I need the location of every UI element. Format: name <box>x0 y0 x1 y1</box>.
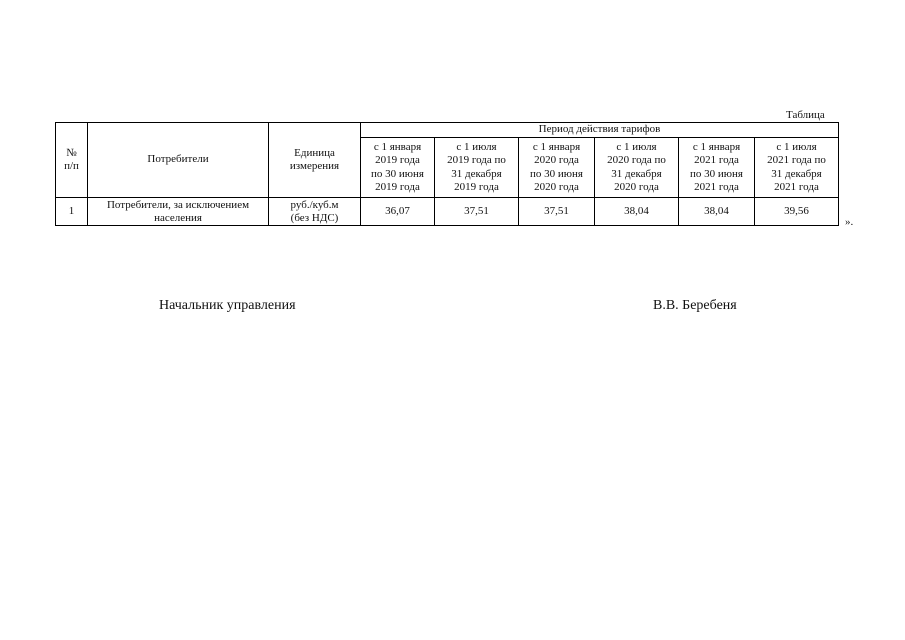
consumers-line: населения <box>154 211 202 224</box>
header-number-line: п/п <box>64 160 79 172</box>
period-line: по 30 июня <box>530 167 583 180</box>
header-period <box>435 138 519 198</box>
period-line: по 30 июня <box>690 167 743 180</box>
period-line: 2021 года <box>694 180 739 193</box>
header-period <box>595 138 679 198</box>
period-line: 2019 года <box>375 180 420 193</box>
consumers-line: Потребители, за исключением <box>106 199 250 211</box>
header-period <box>679 138 755 198</box>
period-line: 2020 года <box>614 180 659 193</box>
period-line: с 1 июля <box>456 141 497 154</box>
period-line: 2019 года <box>375 154 420 167</box>
signatory-name: В.В. Беребеня <box>653 298 737 313</box>
tariff-table <box>55 122 839 226</box>
tariff-value: 36,07 <box>361 198 435 226</box>
period-line: 2020 года <box>534 154 579 167</box>
period-line: с 1 января <box>373 141 422 154</box>
period-line: с 1 января <box>692 141 741 154</box>
unit-line: руб./куб.м <box>290 199 339 211</box>
tariff-value: 37,51 <box>435 198 519 226</box>
period-line: 2020 года по <box>607 154 666 167</box>
signatory-title: Начальник управления <box>159 298 296 313</box>
period-line: 2021 года по <box>767 154 826 167</box>
header-period-group: Период действия тарифов <box>361 123 839 138</box>
header-unit-line: Единица <box>294 146 335 159</box>
tariff-value: 38,04 <box>679 198 755 226</box>
period-line: 2019 года по <box>447 154 506 167</box>
unit-line: (без НДС) <box>290 211 339 224</box>
table-caption: Таблица <box>786 109 825 121</box>
header-number-line: № <box>66 146 77 159</box>
period-line: 31 декабря <box>611 167 662 180</box>
period-line: 2019 года <box>454 180 499 193</box>
closing-quote-mark: ». <box>845 216 854 228</box>
period-line: с 1 июля <box>616 141 657 154</box>
header-period <box>755 138 839 198</box>
tariff-value: 37,51 <box>519 198 595 226</box>
header-number <box>56 123 88 198</box>
period-line: по 30 июня <box>371 167 424 180</box>
table-row <box>56 198 839 226</box>
header-unit <box>269 123 361 198</box>
row-consumers <box>88 198 269 226</box>
tariff-value: 39,56 <box>755 198 839 226</box>
header-period <box>519 138 595 198</box>
period-line: 2020 года <box>534 180 579 193</box>
header-consumers: Потребители <box>88 123 269 198</box>
row-number: 1 <box>56 198 88 226</box>
tariff-value: 38,04 <box>595 198 679 226</box>
period-line: 2021 года <box>694 154 739 167</box>
period-line: 31 декабря <box>451 167 502 180</box>
row-unit <box>269 198 361 226</box>
header-unit-line: измерения <box>289 160 340 172</box>
header-period <box>361 138 435 198</box>
period-line: с 1 января <box>532 141 581 154</box>
period-line: с 1 июля <box>776 141 817 154</box>
period-line: 2021 года <box>774 180 819 193</box>
period-line: 31 декабря <box>771 167 822 180</box>
